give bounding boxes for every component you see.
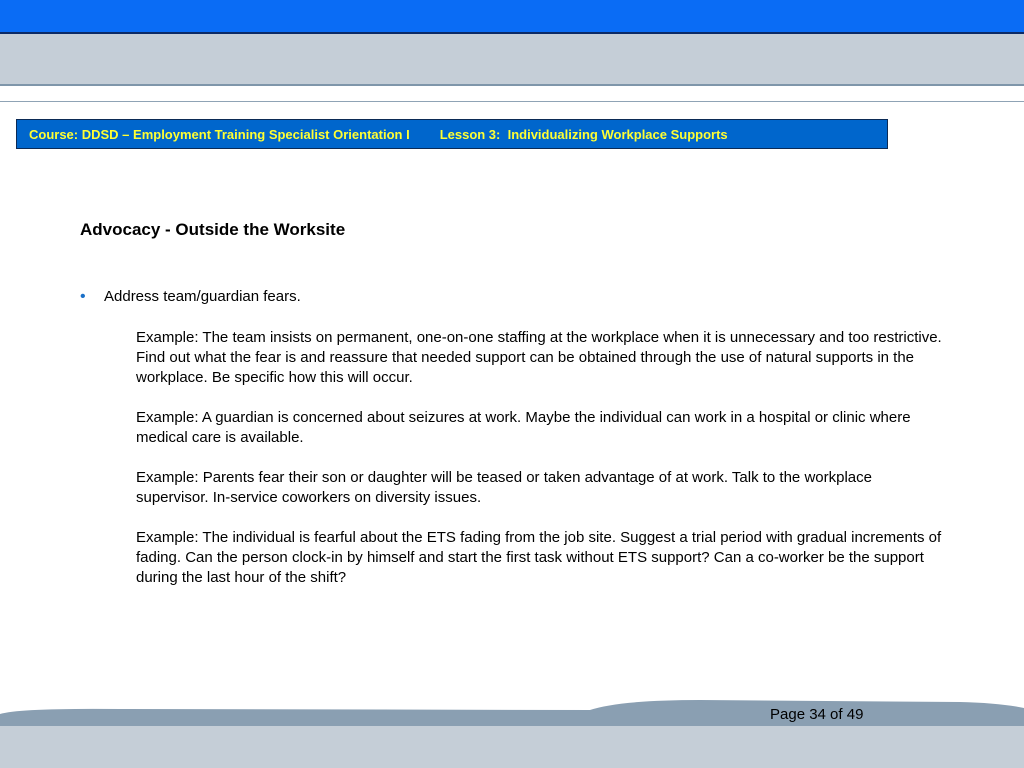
examples-block bbox=[136, 328, 946, 608]
top-blue-bar bbox=[0, 0, 1024, 34]
header-divider bbox=[0, 101, 1024, 102]
footer-grey-band bbox=[0, 726, 1024, 768]
example-paragraph: Example: A guardian is concerned about seizures at work. Maybe the individual can work in a hospital or clinic where medical care is available. bbox=[136, 409, 911, 446]
footer-wave bbox=[0, 690, 1024, 768]
lesson-title: Lesson 3: Individualizing Workplace Supports bbox=[439, 126, 728, 142]
course-banner bbox=[16, 119, 888, 149]
bullet-icon: • bbox=[80, 288, 86, 305]
course-title: Course: DDSD – Employment Training Specialist Orientation I bbox=[29, 126, 410, 142]
page-number: Page 34 of 49 bbox=[770, 706, 864, 723]
footer-wave-band bbox=[0, 700, 1024, 730]
bullet-text: Address team/guardian fears. bbox=[104, 288, 301, 305]
example-paragraph: Example: The individual is fearful about the ETS fading from the job site. Suggest a trial period with gradual increments of fading. Can the person clock-in by himself and start the first task without ETS support? Can a co-worker be the support during the last hour of the shift? bbox=[136, 529, 942, 586]
top-grey-band bbox=[0, 34, 1024, 86]
example-paragraph: Example: The team insists on permanent, one-on-one staffing at the workplace when it is unnecessary and too restrictive. Find out what the fear is and reassure that needed support can be obtained through the use of natural supports in the workplace. Be specific how this will occur. bbox=[136, 329, 942, 386]
bullet-item bbox=[80, 288, 301, 306]
slide-title: Advocacy - Outside the Worksite bbox=[80, 220, 346, 239]
example-paragraph: Example: Parents fear their son or daughter will be teased or taken advantage of at work. Talk to the workplace supervisor. In-service coworkers on diversity issues. bbox=[136, 469, 872, 506]
